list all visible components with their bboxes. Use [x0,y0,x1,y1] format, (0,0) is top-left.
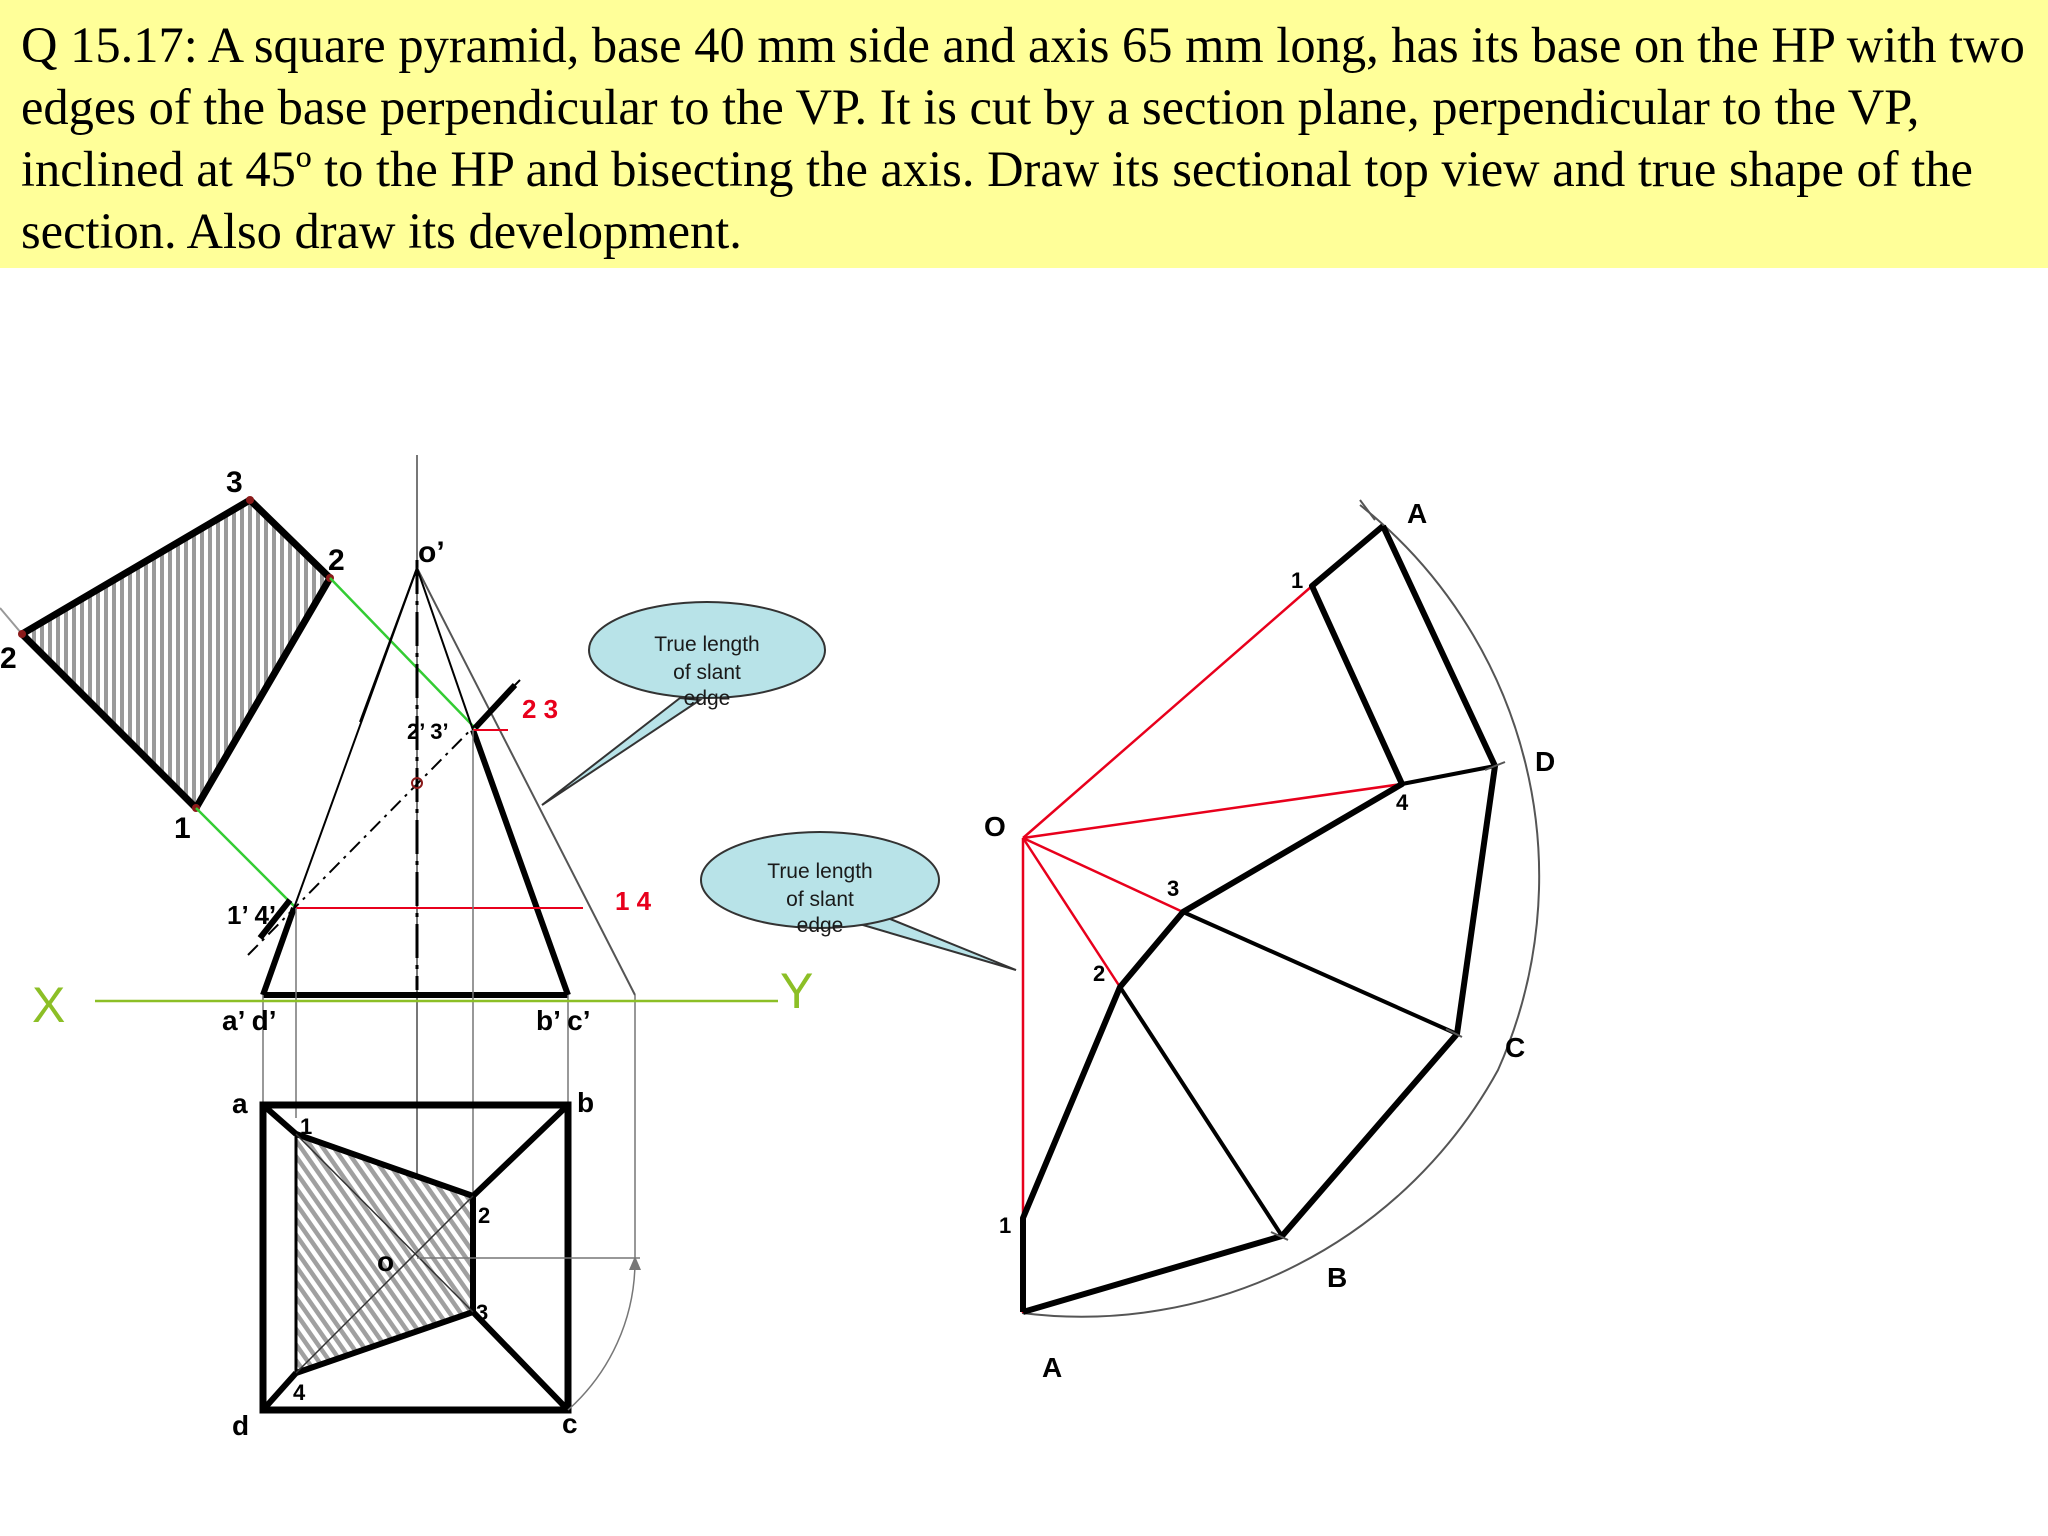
label-development-d: D [1535,746,1556,777]
label-d: d [232,1410,250,1441]
callout-text-line3: edge [683,687,731,710]
label-point-2: 2 [478,1203,491,1228]
label-a-d-prime: a’ d’ [222,1005,277,1036]
true-shape-polygon [22,500,330,808]
label-x: X [32,977,66,1033]
label-development-3: 3 [1167,876,1180,901]
label-2-3-prime: 2’ 3’ [407,719,449,744]
label-b-c-prime: b’ c’ [536,1005,591,1036]
true-shape-label-2-right: 2 [328,544,345,577]
fold-line-c [1183,912,1457,1034]
callout-text-line1: True length [654,633,760,656]
label-development-b: B [1327,1262,1348,1293]
label-o-prime: o’ [418,536,445,569]
true-shape-label-2-left: 2 [0,642,17,675]
slant-edge-left-cut [294,568,417,908]
label-1-4-red: 1 4 [615,886,652,916]
projector-1-4 [196,808,296,908]
label-development-1-top: 1 [1291,568,1304,593]
callout-text-line3: edge [796,914,844,937]
question-text: Q 15.17: A square pyramid, base 40 mm side and axis 65 mm long, has its base on the HP with two edges of the base perpendicular to the VP. It is cut by a section plane, perpendicular to the VP, inclined at 45º to the HP and bisecting the axis. Draw its sectional top view and true shape of the section. Also draw its development. [21,17,2025,259]
label-point-3: 3 [476,1300,489,1325]
callout-true-length-2 [701,832,1016,970]
edge-oa-visible [263,1105,296,1134]
callout-pointer [542,698,700,805]
projector-2-3 [330,578,475,728]
label-development-4: 4 [1396,790,1409,815]
callout-text-line2: of slant [786,888,854,911]
edge-od-visible [263,1373,296,1410]
label-y: Y [780,963,814,1019]
edge-ob-visible [473,1105,568,1196]
development-section-outline [1023,526,1402,1312]
label-1-4-prime: 1’ 4’ [227,900,277,930]
extension-line [0,608,22,634]
label-c: c [562,1408,578,1439]
label-development-o: O [984,811,1006,842]
fold-line-d [1402,766,1495,784]
label-o: o [377,1246,395,1277]
development [984,498,1555,1383]
callout-text-line1: True length [767,860,873,883]
true-shape-label-3: 3 [226,466,243,499]
label-point-1: 1 [300,1114,313,1139]
point-marker [18,630,26,638]
label-development-a-bottom: A [1042,1352,1063,1383]
label-point-4: 4 [293,1380,306,1405]
label-b: b [577,1087,595,1118]
top-view [232,1087,641,1441]
arc-tick [1360,500,1375,520]
true-shape-label-1: 1 [174,812,191,845]
label-2-3-red: 2 3 [522,694,559,724]
true-shape-of-section [0,466,345,845]
label-development-a-top: A [1407,498,1428,529]
callout-true-length-1 [542,602,825,805]
rotation-arc [568,1262,635,1410]
callout-text-line2: of slant [673,661,741,684]
development-arc [1022,505,1539,1317]
label-development-1-bottom: 1 [999,1213,1012,1238]
label-development-c: C [1505,1032,1526,1063]
red-line-o-4 [1023,784,1402,838]
edge-oc-visible [473,1312,568,1410]
point-marker [246,496,254,504]
fold-line-b [1120,987,1282,1236]
label-a: a [232,1088,248,1119]
slant-edge-right-upper [417,568,473,730]
development-base-edges [1023,526,1495,1312]
red-line-o-1 [1023,586,1312,838]
label-development-2: 2 [1093,961,1106,986]
